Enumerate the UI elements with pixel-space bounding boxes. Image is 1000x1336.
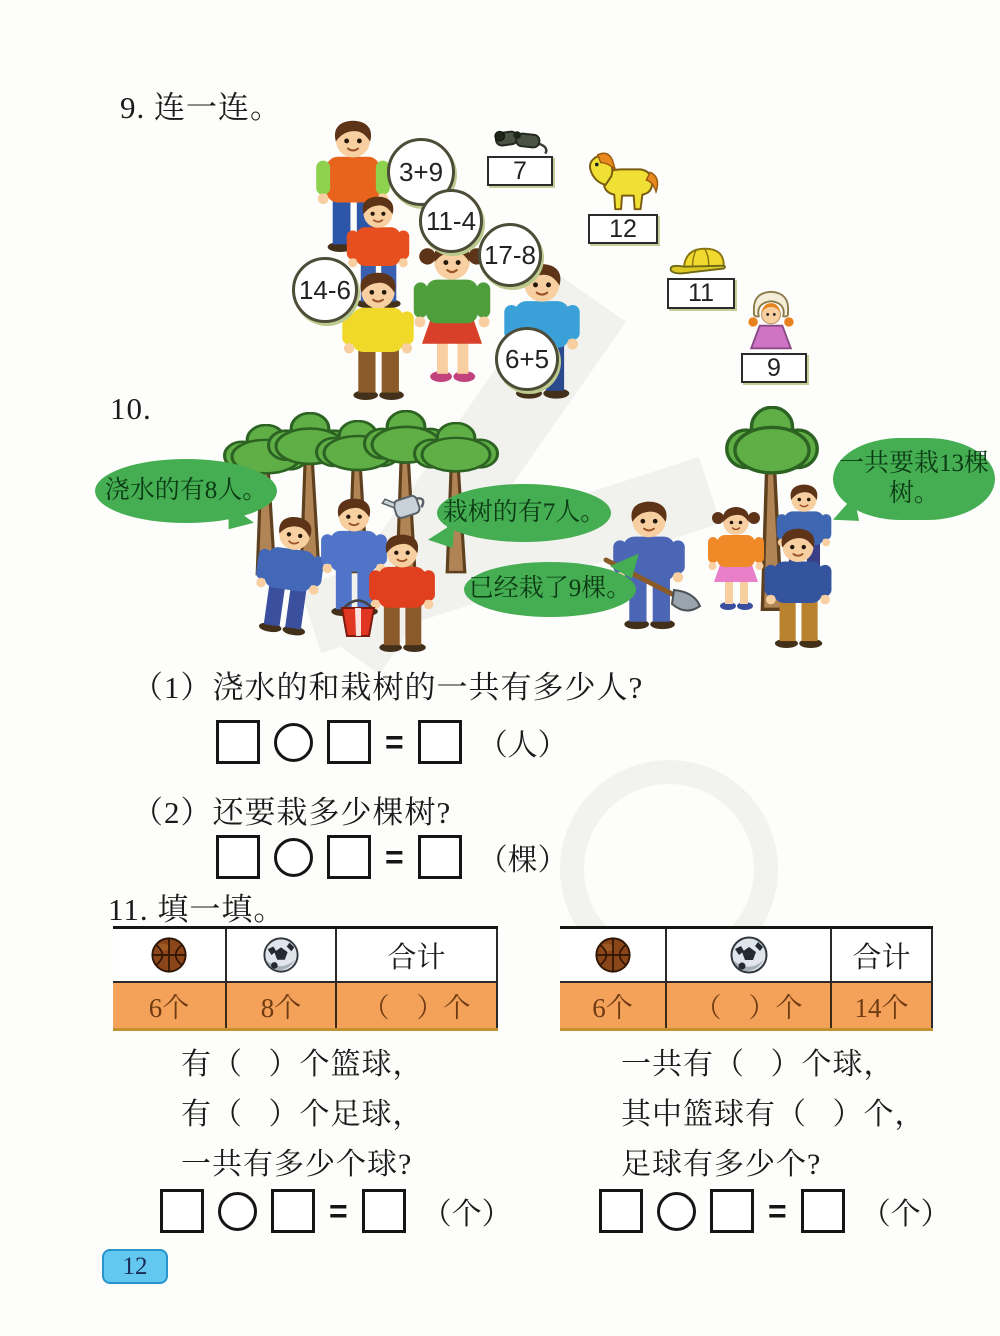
speech-bubble-planted [464,562,636,617]
binoculars-icon [490,126,554,156]
page-number: 12 [122,1252,148,1280]
equation-row-2 [216,834,568,880]
blank-box[interactable] [710,1189,754,1233]
count-cell: 6个 [113,983,227,1028]
answer-value: 7 [513,156,527,185]
fill-blank-line[interactable]: 一共有（ ）个球， [621,1048,895,1081]
fill-blank-line[interactable]: 有（ ）个篮球， [181,1048,424,1081]
child-figure [762,528,834,648]
expression-label: 11-4 [425,205,477,236]
count-table-right [560,926,933,1031]
table-header-row [560,926,933,983]
q9-title: 9. 连一连。 [120,90,282,125]
blank-box[interactable] [216,720,260,764]
count-cell: 6个 [560,983,667,1028]
bubble-text: 已经栽了9棵。 [468,575,632,603]
page-number-badge [102,1249,168,1284]
table-header-row [113,926,498,983]
expression-label: 6+5 [504,343,550,374]
fill-blank-line[interactable]: 其中篮球有（ ）个， [621,1098,926,1131]
q10-sub2-label: （2）还要栽多少棵树? [132,795,452,830]
answer-box[interactable] [487,156,553,186]
speech-bubble-planting [437,484,611,542]
blank-box[interactable] [216,835,260,879]
doll-icon [741,288,801,354]
horse-icon [582,148,664,216]
answer-box[interactable] [667,278,735,309]
basketball-icon [150,936,188,974]
bucket-icon [336,598,380,640]
basketball-icon [594,936,632,974]
equals-sign: = [768,1192,787,1229]
expression-sign[interactable] [292,257,358,323]
bubble-text: 一共要栽13棵树。 [839,449,990,507]
blank-box[interactable] [271,1189,315,1233]
bubble-text: 栽树的有7人。 [442,498,606,526]
expression-sign[interactable] [495,327,559,391]
count-table-left [113,926,498,1031]
expression-sign[interactable] [478,223,542,287]
unit-label: （个） [860,1198,951,1231]
speech-bubble-total [833,438,995,520]
blank-box[interactable] [418,720,462,764]
operator-circle[interactable] [657,1192,696,1231]
question-line: 一共有多少个球? [181,1148,413,1181]
count-cell: 14个 [832,983,933,1028]
blank-box[interactable] [327,835,371,879]
blank-count-cell[interactable]: （ ）个 [337,983,498,1028]
blank-box[interactable] [418,835,462,879]
blank-box[interactable] [327,720,371,764]
child-figure [703,506,769,610]
equals-sign: = [329,1192,348,1229]
answer-box[interactable] [741,353,807,383]
equation-row-1 [216,719,568,765]
total-header-label: 合计 [852,941,911,974]
soccer-ball-icon [262,936,300,974]
q11-right-text [621,1040,926,1190]
operator-circle[interactable] [274,838,313,877]
question-line: 足球有多少个? [621,1148,822,1181]
blank-box[interactable] [362,1189,406,1233]
unit-label: （人） [477,729,568,762]
q11-left-text [181,1040,424,1190]
expression-label: 17-8 [483,239,537,270]
soccer-ball-icon [729,935,769,975]
blank-count-cell[interactable]: （ ）个 [667,983,832,1028]
expression-label: 3+9 [398,156,444,187]
q11-title: 11. 填一填。 [108,892,286,927]
q10-sub1-label: （1）浇水的和栽树的一共有多少人? [132,670,644,705]
cap-icon [664,244,738,278]
speech-bubble-watering [95,459,277,523]
count-cell: 8个 [227,983,337,1028]
blank-box[interactable] [599,1189,643,1233]
q10-number: 10. [110,391,152,426]
unit-label: （棵） [477,844,568,877]
answer-value: 12 [609,214,637,243]
answer-value: 9 [767,353,781,382]
table-data-row [113,983,498,1031]
operator-circle[interactable] [274,723,313,762]
equals-sign: = [385,723,404,760]
expression-sign[interactable] [419,189,483,253]
bubble-text: 浇水的有8人。 [104,476,268,504]
equation-row-4 [599,1188,951,1234]
expression-label: 14-6 [298,274,352,305]
operator-circle[interactable] [218,1192,257,1231]
unit-label: （个） [421,1198,512,1231]
answer-box[interactable] [588,214,658,244]
equals-sign: = [385,838,404,875]
table-data-row [560,983,933,1031]
blank-box[interactable] [801,1189,845,1233]
blank-box[interactable] [160,1189,204,1233]
answer-value: 11 [688,279,714,307]
equation-row-3 [160,1188,512,1234]
fill-blank-line[interactable]: 有（ ）个足球， [181,1098,424,1131]
total-header-label: 合计 [387,941,446,974]
